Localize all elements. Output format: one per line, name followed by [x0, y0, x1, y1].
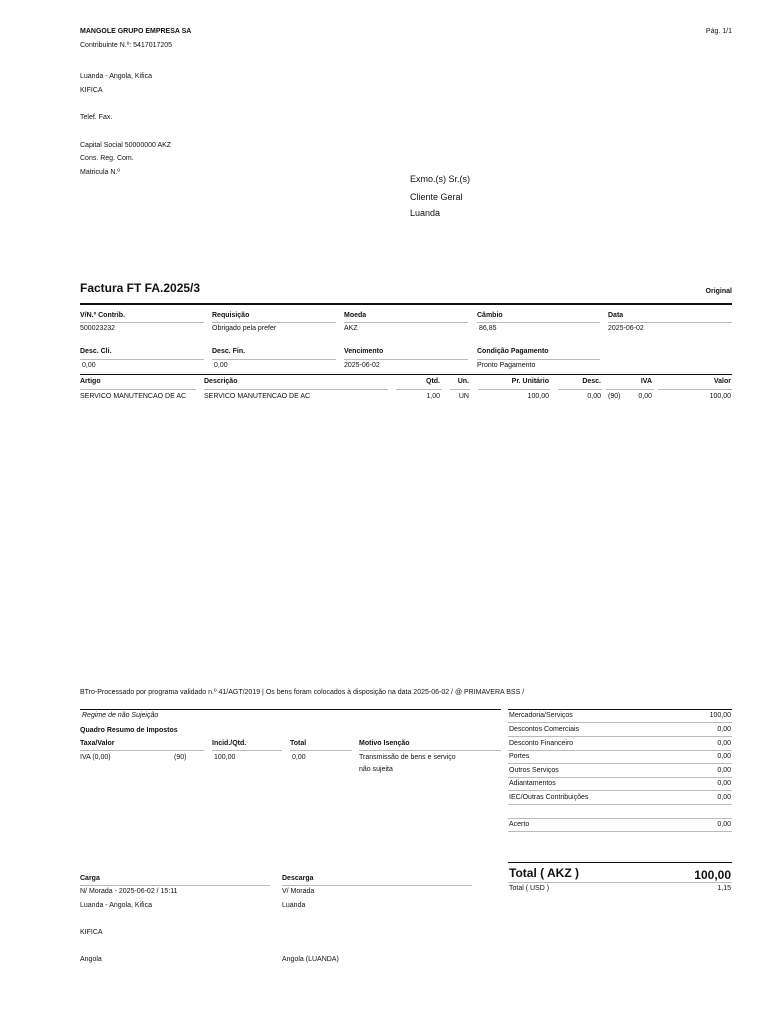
value-requisicao: Obrigado pela prefer: [212, 325, 277, 332]
document-copy: Original: [705, 288, 732, 295]
row-un: UN: [458, 393, 469, 400]
value-desc-cli: 0,00: [82, 362, 96, 369]
tax-title: Quadro Resumo de Impostos: [80, 727, 178, 734]
summary-label: Portes: [509, 753, 530, 760]
page-number: Pág. 1/1: [705, 28, 732, 35]
company-name: MANGOLE GRUPO EMPRESA SA: [80, 28, 192, 35]
label-desc-cli: Desc. Cli.: [80, 348, 112, 355]
value-desc-fin: 0,00: [214, 362, 228, 369]
descarga-line-4: Angola (LUANDA): [282, 956, 339, 963]
divider: [477, 322, 600, 323]
label-condicao-pagamento: Condição Pagamento: [477, 348, 549, 355]
divider: [478, 389, 550, 390]
tax-code: (90): [174, 754, 187, 761]
acerto-label: Acerto: [509, 821, 530, 828]
company-phone: Telef. Fax.: [80, 114, 113, 121]
divider: [558, 389, 602, 390]
total-usd-value: 1,15: [717, 885, 731, 892]
row-preco: 100,00: [527, 393, 549, 400]
divider: [508, 722, 732, 723]
tax-col-incid: Incid./Qtd.: [212, 740, 247, 747]
summary-value: 0,00: [717, 740, 731, 747]
tax-col-total: Total: [290, 740, 307, 747]
tax-taxa: IVA (0,00): [80, 754, 111, 761]
divider: [396, 389, 442, 390]
col-iva: IVA: [640, 378, 652, 385]
tax-motivo-1: Transmissão de bens e serviço: [359, 754, 456, 761]
divider: [212, 322, 336, 323]
divider: [508, 818, 732, 819]
col-valor: Valor: [713, 378, 731, 385]
divider: [290, 750, 352, 751]
value-moeda: AKZ: [344, 325, 358, 332]
company-matricula: Matricula N.º: [80, 169, 120, 176]
footer-note: BTro-Processado por programa validado n.º 41/AGT/2019 | Os bens foram colocados à disposição na data 2025-06-02 / @ PRIMAVERA BSS /: [80, 689, 525, 696]
company-cons-reg: Cons. Reg. Com.: [80, 155, 134, 162]
col-preco: Pr. Unitário: [511, 378, 549, 385]
divider: [508, 831, 732, 832]
row-desc: 0,00: [587, 393, 601, 400]
divider: [204, 389, 388, 390]
value-data: 2025-06-02: [608, 325, 644, 332]
row-descricao: SERVICO MANUTENCAO DE AC: [204, 393, 311, 400]
summary-label: Desconto Financeiro: [509, 740, 574, 747]
value-contrib: 500023232: [80, 325, 116, 332]
acerto-value: 0,00: [717, 821, 731, 828]
divider: [508, 736, 732, 737]
carga-title: Carga: [80, 875, 100, 882]
label-data: Data: [608, 312, 624, 319]
label-desc-fin: Desc. Fin.: [212, 348, 246, 355]
divider: [508, 882, 732, 883]
client-city: Luanda: [410, 208, 441, 218]
client-name: Cliente Geral: [410, 192, 463, 202]
divider: [344, 359, 468, 360]
divider: [80, 359, 204, 360]
divider: [450, 389, 470, 390]
tax-col-taxa: Taxa/Valor: [80, 740, 115, 747]
total-top-border: [508, 862, 732, 863]
title-divider: [80, 303, 732, 305]
divider: [508, 790, 732, 791]
label-vencimento: Vencimento: [344, 348, 384, 355]
col-descricao: Descrição: [204, 378, 238, 385]
carga-line-2: Luanda - Angola, Kifica: [80, 902, 152, 909]
summary-value: 0,00: [717, 767, 731, 774]
divider: [212, 750, 282, 751]
company-capital: Capital Social 50000000 AKZ: [80, 142, 172, 149]
tax-regime: Regime de não Sujeição: [82, 712, 159, 719]
summary-label: Adiantamentos: [509, 780, 556, 787]
label-cambio: Câmbio: [477, 312, 503, 319]
total-akz-value: 100,00: [694, 868, 731, 882]
divider: [359, 750, 501, 751]
carga-line-3: KIFICA: [80, 929, 103, 936]
tax-total: 0,00: [292, 754, 306, 761]
col-desc: Desc.: [582, 378, 601, 385]
divider: [508, 777, 732, 778]
divider: [212, 359, 336, 360]
row-iva: 0,00: [638, 393, 652, 400]
value-condicao-pagamento: Pronto Pagamento: [477, 362, 536, 369]
label-contrib: V/N.º Contrib.: [80, 312, 125, 319]
divider: [80, 885, 270, 886]
label-requisicao: Requisição: [212, 312, 250, 319]
divider: [344, 322, 468, 323]
divider: [80, 750, 204, 751]
divider: [508, 763, 732, 764]
summary-value: 0,00: [717, 794, 731, 801]
summary-value: 100,00: [709, 712, 731, 719]
summary-value: 0,00: [717, 726, 731, 733]
table-top-border: [80, 374, 732, 375]
summary-label: Descontos Comerciais: [509, 726, 580, 733]
company-address-2: KIFICA: [80, 87, 103, 94]
row-qtd: 1,00: [426, 393, 440, 400]
col-artigo: Artigo: [80, 378, 101, 385]
summary-value: 0,00: [717, 780, 731, 787]
descarga-line-2: Luanda: [282, 902, 306, 909]
summary-value: 0,00: [717, 753, 731, 760]
descarga-line-1: V/ Morada: [282, 888, 315, 895]
value-vencimento: 2025-06-02: [344, 362, 380, 369]
company-address-1: Luanda - Angola, Kifica: [80, 73, 152, 80]
label-moeda: Moeda: [344, 312, 367, 319]
col-qtd: Qtd.: [426, 378, 440, 385]
tax-col-motivo: Motivo Isenção: [359, 740, 410, 747]
summary-label: Outros Serviços: [509, 767, 559, 774]
carga-line-4: Angola: [80, 956, 102, 963]
divider: [80, 322, 204, 323]
tax-top-border: [80, 709, 501, 710]
divider: [606, 389, 654, 390]
divider: [80, 389, 196, 390]
company-nif: Contribuinte N.º: 5417017205: [80, 42, 173, 49]
divider: [477, 359, 600, 360]
carga-line-1: N/ Morada - 2025-06-02 / 15:11: [80, 888, 178, 895]
divider: [508, 750, 732, 751]
total-usd-label: Total ( USD ): [509, 885, 550, 892]
document-title: Factura FT FA.2025/3: [80, 281, 201, 295]
row-artigo: SERVICO MANUTENCAO DE AC: [80, 393, 187, 400]
row-valor: 100,00: [709, 393, 731, 400]
summary-top-border: [508, 709, 732, 710]
summary-label: IEC/Outras Contribuições: [509, 794, 589, 801]
tax-incid: 100,00: [214, 754, 236, 761]
divider: [608, 322, 732, 323]
row-iva-code: (90): [608, 393, 621, 400]
divider: [658, 389, 732, 390]
value-cambio: 86,85: [479, 325, 497, 332]
tax-motivo-2: não sujeita: [359, 766, 393, 773]
divider: [508, 804, 732, 805]
divider: [282, 885, 472, 886]
summary-label: Mercadoria/Serviços: [509, 712, 573, 719]
descarga-title: Descarga: [282, 875, 314, 882]
total-akz-label: Total ( AKZ ): [509, 866, 579, 880]
client-salutation: Exmo.(s) Sr.(s): [410, 174, 470, 184]
col-un: Un.: [457, 378, 469, 385]
